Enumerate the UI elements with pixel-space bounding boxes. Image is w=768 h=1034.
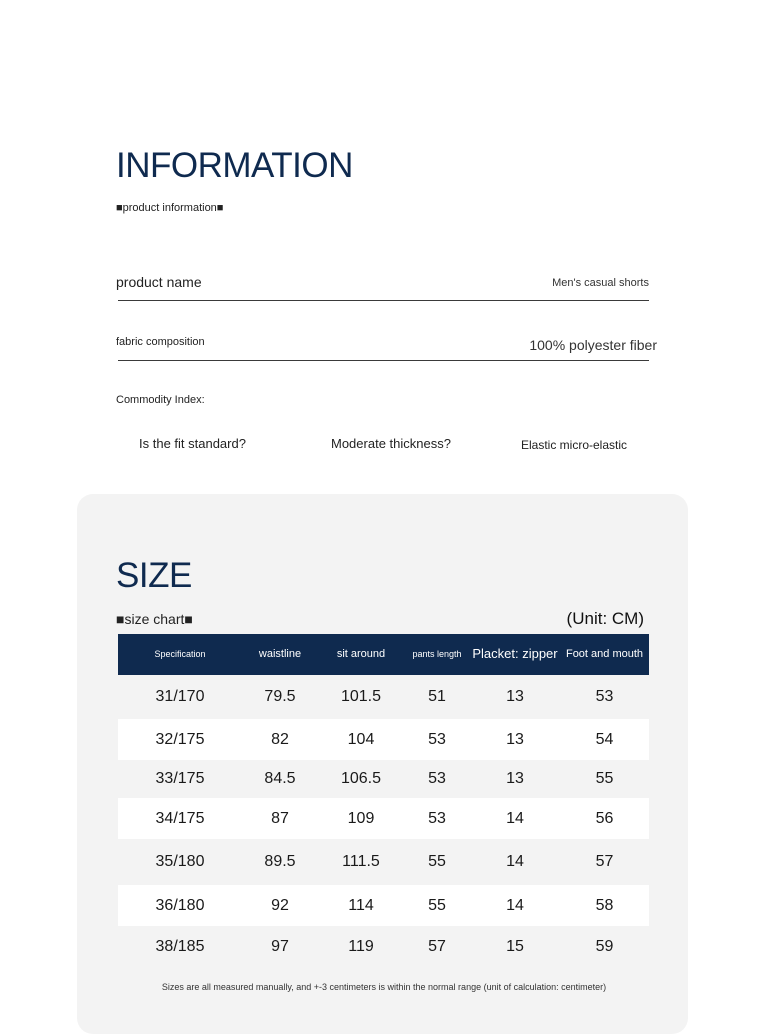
table-cell: 13 — [506, 688, 524, 705]
table-cell: 31/170 — [155, 688, 205, 705]
table-cell: 55 — [404, 885, 470, 926]
table-cell: 119 — [348, 938, 374, 955]
table-cell: 33/175 — [155, 770, 205, 787]
fabric-composition-value: 100% polyester fiber — [529, 337, 657, 353]
table-cell: 55 — [595, 770, 614, 787]
table-cell: 57 — [595, 853, 614, 870]
header-sit-around: sit around — [318, 634, 404, 675]
header-foot-mouth: Foot and mouth — [560, 634, 649, 675]
measurement-footnote: Sizes are all measured manually, and +-3 centimeters is within the normal range (unit of calculation: centimeter) — [161, 982, 607, 992]
table-cell: 34/175 — [118, 798, 242, 839]
table-cell: 15 — [506, 938, 524, 955]
table-cell: 13 — [506, 770, 524, 787]
table-cell: 97 — [271, 938, 289, 955]
table-row — [118, 926, 649, 968]
table-cell: 14 — [506, 853, 524, 870]
table-cell: 84.5 — [264, 770, 296, 787]
information-title: INFORMATION — [116, 146, 353, 185]
table-row — [118, 839, 649, 885]
table-header-row — [118, 634, 649, 675]
table-cell: 38/185 — [155, 938, 205, 955]
table-cell: 55 — [428, 853, 446, 870]
table-row — [118, 675, 649, 719]
table-cell: 14 — [470, 885, 560, 926]
table-cell: 114 — [318, 885, 404, 926]
table-cell: 13 — [470, 719, 560, 760]
table-cell: 89.5 — [264, 853, 296, 870]
fabric-composition-label: fabric composition — [116, 336, 205, 348]
commodity-index-label: Commodity Index: — [116, 394, 205, 406]
index-elasticity: Elastic micro-elastic — [521, 438, 628, 452]
fabric-composition-divider — [118, 360, 649, 361]
table-cell: 53 — [404, 798, 470, 839]
table-cell: 57 — [428, 938, 446, 955]
table-cell: 35/180 — [155, 853, 205, 870]
table-cell: 56 — [560, 798, 649, 839]
table-cell: 101.5 — [340, 688, 382, 705]
product-name-label: product name — [116, 274, 202, 290]
table-cell: 36/180 — [118, 885, 242, 926]
table-cell: 53 — [404, 719, 470, 760]
product-name-divider — [118, 300, 649, 301]
index-fit: Is the fit standard? — [139, 436, 246, 451]
header-placket: Placket: zipper — [470, 634, 560, 675]
table-row — [118, 760, 649, 798]
index-thickness: Moderate thickness? — [331, 436, 451, 451]
table-cell: 54 — [560, 719, 649, 760]
table-cell: 32/175 — [118, 719, 242, 760]
header-waistline: waistline — [242, 634, 318, 675]
table-cell: 51 — [428, 688, 446, 705]
table-cell: 92 — [242, 885, 318, 926]
table-row — [118, 719, 649, 760]
table-cell: 111.5 — [342, 853, 380, 870]
size-chart-table — [118, 634, 649, 968]
information-subtitle: ■product information■ — [116, 202, 224, 214]
product-name-value: Men's casual shorts — [552, 277, 649, 289]
table-cell: 79.5 — [264, 688, 296, 705]
table-cell: 58 — [560, 885, 649, 926]
header-specification: Specification — [118, 634, 242, 675]
table-cell: 106.5 — [340, 770, 382, 787]
table-cell: 104 — [318, 719, 404, 760]
table-cell: 109 — [318, 798, 404, 839]
header-pants-length: pants length — [404, 634, 470, 675]
table-cell: 53 — [595, 688, 614, 705]
table-row — [118, 798, 649, 839]
table-cell: 14 — [470, 798, 560, 839]
size-title: SIZE — [116, 556, 192, 595]
table-cell: 53 — [428, 770, 446, 787]
table-row — [118, 885, 649, 926]
table-cell: 59 — [595, 938, 614, 955]
unit-label: (Unit: CM) — [566, 609, 644, 628]
size-subtitle: ■size chart■ — [116, 611, 193, 627]
table-cell: 82 — [242, 719, 318, 760]
table-cell: 87 — [242, 798, 318, 839]
